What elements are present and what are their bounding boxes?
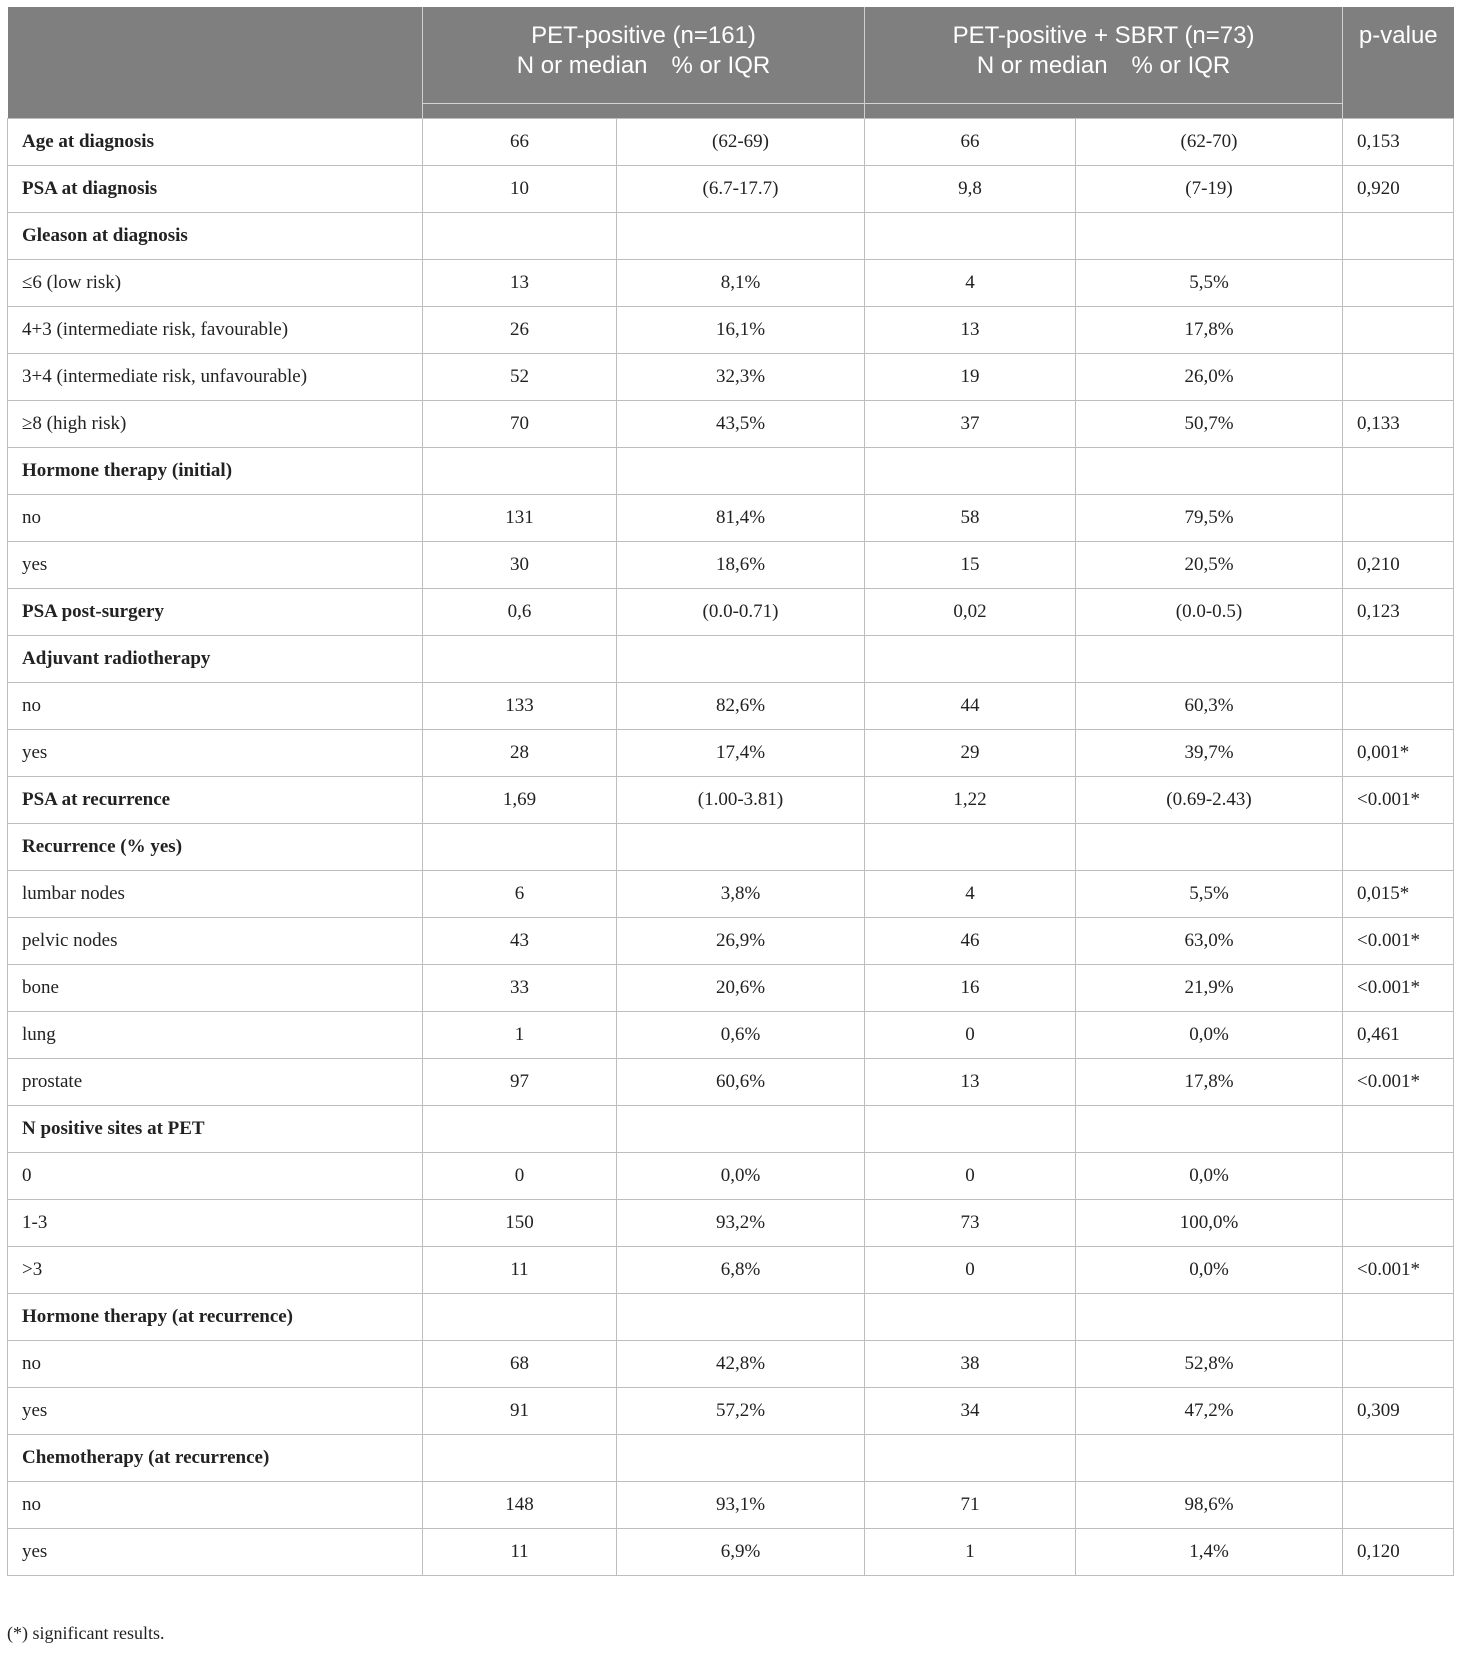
- pet-sbrt-pct-cell: 39,7%: [1076, 730, 1343, 777]
- row-label: PSA at recurrence: [8, 777, 423, 824]
- pet-sbrt-n-cell: 13: [865, 1059, 1076, 1106]
- pet-positive-n-cell: 133: [423, 683, 617, 730]
- table-row: [8, 401, 1454, 448]
- pet-sbrt-pct-cell: 47,2%: [1076, 1388, 1343, 1435]
- pet-positive-pct-cell: [617, 1106, 865, 1153]
- table-row: [8, 1200, 1454, 1247]
- pet-positive-pct-cell: [617, 213, 865, 260]
- footnote: (*) significant results.: [7, 1623, 165, 1643]
- pvalue-cell: [1343, 636, 1454, 683]
- table-body: [8, 119, 1454, 1576]
- pet-positive-pct-cell: 17,4%: [617, 730, 865, 777]
- pet-positive-pct-cell: (1.00-3.81): [617, 777, 865, 824]
- pet-positive-n-cell: 52: [423, 354, 617, 401]
- pet-sbrt-pct-cell: 52,8%: [1076, 1341, 1343, 1388]
- row-label: 4+3 (intermediate risk, favourable): [8, 307, 423, 354]
- pet-positive-pct-cell: 60,6%: [617, 1059, 865, 1106]
- pet-positive-n-cell: 1: [423, 1012, 617, 1059]
- pet-positive-pct-cell: 42,8%: [617, 1341, 865, 1388]
- pvalue-cell: [1343, 448, 1454, 495]
- table-row: [8, 636, 1454, 683]
- table-row: [8, 1106, 1454, 1153]
- pet-sbrt-pct-cell: 60,3%: [1076, 683, 1343, 730]
- table-row: [8, 683, 1454, 730]
- pet-positive-pct-cell: 20,6%: [617, 965, 865, 1012]
- table-row: [8, 965, 1454, 1012]
- table-row: [8, 1388, 1454, 1435]
- table-row: [8, 542, 1454, 589]
- pet-sbrt-pct-cell: 1,4%: [1076, 1529, 1343, 1576]
- row-label: >3: [8, 1247, 423, 1294]
- pet-sbrt-n-cell: 0: [865, 1012, 1076, 1059]
- row-label: yes: [8, 542, 423, 589]
- table-row: [8, 1247, 1454, 1294]
- pet-positive-n-cell: 131: [423, 495, 617, 542]
- pvalue-cell: [1343, 1294, 1454, 1341]
- pet-positive-pct-cell: 32,3%: [617, 354, 865, 401]
- pet-sbrt-pct-cell: 0,0%: [1076, 1247, 1343, 1294]
- row-label: Chemotherapy (at recurrence): [8, 1435, 423, 1482]
- pet-sbrt-n-cell: 0,02: [865, 589, 1076, 636]
- table-row: [8, 777, 1454, 824]
- row-label: lung: [8, 1012, 423, 1059]
- pvalue-cell: [1343, 1482, 1454, 1529]
- pet-positive-pct-cell: 0,0%: [617, 1153, 865, 1200]
- pet-sbrt-pct-cell: [1076, 636, 1343, 683]
- table-row: [8, 871, 1454, 918]
- table-row: [8, 307, 1454, 354]
- pet-positive-n-cell: 0,6: [423, 589, 617, 636]
- pet-sbrt-pct-cell: [1076, 1435, 1343, 1482]
- row-label: PSA at diagnosis: [8, 166, 423, 213]
- table-row: [8, 1294, 1454, 1341]
- pet-sbrt-n-cell: [865, 213, 1076, 260]
- pet-positive-n-cell: [423, 824, 617, 871]
- pet-positive-n-cell: [423, 448, 617, 495]
- row-label: Age at diagnosis: [8, 119, 423, 166]
- pet-sbrt-n-cell: [865, 448, 1076, 495]
- header-divider: [865, 103, 1342, 104]
- pet-positive-n-cell: 150: [423, 1200, 617, 1247]
- table-row: [8, 1435, 1454, 1482]
- pet-sbrt-n-cell: 4: [865, 871, 1076, 918]
- row-label: yes: [8, 730, 423, 777]
- pet-positive-pct-cell: 6,8%: [617, 1247, 865, 1294]
- pvalue-cell: <0.001*: [1343, 918, 1454, 965]
- row-label: 0: [8, 1153, 423, 1200]
- header-pet-positive-pct: % or IQR: [671, 52, 771, 79]
- pvalue-cell: [1343, 1200, 1454, 1247]
- pet-sbrt-n-cell: 66: [865, 119, 1076, 166]
- pvalue-cell: 0,001*: [1343, 730, 1454, 777]
- pet-sbrt-n-cell: 1,22: [865, 777, 1076, 824]
- header-pet-positive-title: PET-positive (n=161): [531, 22, 756, 49]
- row-label: ≤6 (low risk): [8, 260, 423, 307]
- pet-positive-pct-cell: [617, 824, 865, 871]
- pet-positive-pct-cell: 57,2%: [617, 1388, 865, 1435]
- pvalue-cell: 0,461: [1343, 1012, 1454, 1059]
- table-row: [8, 730, 1454, 777]
- pet-sbrt-n-cell: 71: [865, 1482, 1076, 1529]
- pet-positive-pct-cell: [617, 1435, 865, 1482]
- pet-sbrt-pct-cell: 17,8%: [1076, 1059, 1343, 1106]
- header-pet-sbrt: [865, 7, 1343, 119]
- pet-sbrt-pct-cell: 0,0%: [1076, 1153, 1343, 1200]
- pet-positive-pct-cell: 0,6%: [617, 1012, 865, 1059]
- table-row: [8, 918, 1454, 965]
- pet-sbrt-pct-cell: 63,0%: [1076, 918, 1343, 965]
- pet-sbrt-n-cell: 16: [865, 965, 1076, 1012]
- pet-positive-pct-cell: 26,9%: [617, 918, 865, 965]
- pet-sbrt-pct-cell: 5,5%: [1076, 260, 1343, 307]
- pet-positive-pct-cell: (62-69): [617, 119, 865, 166]
- table-row: [8, 1529, 1454, 1576]
- pet-positive-n-cell: 148: [423, 1482, 617, 1529]
- pvalue-cell: 0,015*: [1343, 871, 1454, 918]
- pet-positive-n-cell: [423, 636, 617, 683]
- pet-positive-n-cell: 10: [423, 166, 617, 213]
- pet-sbrt-pct-cell: 100,0%: [1076, 1200, 1343, 1247]
- table-row: [8, 824, 1454, 871]
- row-label: prostate: [8, 1059, 423, 1106]
- pvalue-cell: 0,120: [1343, 1529, 1454, 1576]
- pet-sbrt-n-cell: 0: [865, 1153, 1076, 1200]
- row-label: Gleason at diagnosis: [8, 213, 423, 260]
- pet-sbrt-pct-cell: (7-19): [1076, 166, 1343, 213]
- pet-sbrt-pct-cell: [1076, 1294, 1343, 1341]
- table-row: [8, 260, 1454, 307]
- pet-sbrt-pct-cell: [1076, 824, 1343, 871]
- pvalue-cell: 0,133: [1343, 401, 1454, 448]
- table-row: [8, 354, 1454, 401]
- header-pvalue-label: p-value: [1358, 22, 1438, 49]
- pet-sbrt-pct-cell: 5,5%: [1076, 871, 1343, 918]
- pvalue-cell: <0.001*: [1343, 1059, 1454, 1106]
- table-row: [8, 1341, 1454, 1388]
- row-label: no: [8, 1341, 423, 1388]
- pet-positive-n-cell: 6: [423, 871, 617, 918]
- pet-sbrt-n-cell: 29: [865, 730, 1076, 777]
- pvalue-cell: 0,153: [1343, 119, 1454, 166]
- row-label: PSA post-surgery: [8, 589, 423, 636]
- pet-positive-n-cell: 0: [423, 1153, 617, 1200]
- row-label: Hormone therapy (at recurrence): [8, 1294, 423, 1341]
- pet-positive-pct-cell: 93,1%: [617, 1482, 865, 1529]
- pet-sbrt-pct-cell: 17,8%: [1076, 307, 1343, 354]
- pet-positive-n-cell: 30: [423, 542, 617, 589]
- pet-positive-pct-cell: [617, 636, 865, 683]
- pet-sbrt-pct-cell: 21,9%: [1076, 965, 1343, 1012]
- pet-positive-n-cell: [423, 1435, 617, 1482]
- pet-sbrt-pct-cell: 26,0%: [1076, 354, 1343, 401]
- pet-sbrt-n-cell: [865, 1294, 1076, 1341]
- pet-sbrt-pct-cell: (0.0-0.5): [1076, 589, 1343, 636]
- pet-positive-n-cell: 66: [423, 119, 617, 166]
- table-row: [8, 1012, 1454, 1059]
- pet-sbrt-n-cell: 44: [865, 683, 1076, 730]
- row-label: Adjuvant radiotherapy: [8, 636, 423, 683]
- pet-sbrt-n-cell: 34: [865, 1388, 1076, 1435]
- pvalue-cell: 0,123: [1343, 589, 1454, 636]
- row-label: pelvic nodes: [8, 918, 423, 965]
- pet-sbrt-n-cell: 38: [865, 1341, 1076, 1388]
- pvalue-cell: 0,920: [1343, 166, 1454, 213]
- pet-sbrt-pct-cell: (62-70): [1076, 119, 1343, 166]
- row-label: N positive sites at PET: [8, 1106, 423, 1153]
- header-pvalue: [1343, 7, 1454, 119]
- pet-positive-pct-cell: 81,4%: [617, 495, 865, 542]
- table-row: [8, 448, 1454, 495]
- pet-sbrt-n-cell: 37: [865, 401, 1076, 448]
- pet-positive-n-cell: 43: [423, 918, 617, 965]
- pet-sbrt-n-cell: [865, 824, 1076, 871]
- pet-sbrt-n-cell: 15: [865, 542, 1076, 589]
- pet-positive-pct-cell: (6.7-17.7): [617, 166, 865, 213]
- pet-sbrt-n-cell: 73: [865, 1200, 1076, 1247]
- pet-positive-pct-cell: [617, 448, 865, 495]
- pvalue-cell: 0,309: [1343, 1388, 1454, 1435]
- pet-positive-pct-cell: 3,8%: [617, 871, 865, 918]
- pet-positive-n-cell: 91: [423, 1388, 617, 1435]
- pet-sbrt-n-cell: [865, 1435, 1076, 1482]
- pet-positive-pct-cell: 6,9%: [617, 1529, 865, 1576]
- row-label: yes: [8, 1529, 423, 1576]
- header-divider: [423, 103, 864, 104]
- pet-sbrt-pct-cell: [1076, 213, 1343, 260]
- row-label: yes: [8, 1388, 423, 1435]
- pvalue-cell: [1343, 1341, 1454, 1388]
- pet-positive-n-cell: 68: [423, 1341, 617, 1388]
- pvalue-cell: [1343, 495, 1454, 542]
- pet-positive-n-cell: 11: [423, 1529, 617, 1576]
- pvalue-cell: <0.001*: [1343, 965, 1454, 1012]
- pvalue-cell: <0.001*: [1343, 777, 1454, 824]
- pvalue-cell: [1343, 354, 1454, 401]
- row-label: lumbar nodes: [8, 871, 423, 918]
- pet-positive-n-cell: [423, 1106, 617, 1153]
- pet-positive-n-cell: [423, 213, 617, 260]
- pet-positive-pct-cell: 82,6%: [617, 683, 865, 730]
- table-row: [8, 1482, 1454, 1529]
- table-row: [8, 119, 1454, 166]
- pet-sbrt-n-cell: 13: [865, 307, 1076, 354]
- pet-sbrt-n-cell: 19: [865, 354, 1076, 401]
- pet-sbrt-n-cell: [865, 1106, 1076, 1153]
- header-pet-sbrt-pct: % or IQR: [1131, 52, 1231, 79]
- pet-positive-pct-cell: [617, 1294, 865, 1341]
- pet-sbrt-pct-cell: (0.69-2.43): [1076, 777, 1343, 824]
- pet-positive-n-cell: 33: [423, 965, 617, 1012]
- row-label: bone: [8, 965, 423, 1012]
- pet-sbrt-pct-cell: 50,7%: [1076, 401, 1343, 448]
- table-row: [8, 589, 1454, 636]
- pet-positive-n-cell: 11: [423, 1247, 617, 1294]
- pet-positive-n-cell: [423, 1294, 617, 1341]
- pvalue-cell: [1343, 307, 1454, 354]
- row-label: 1-3: [8, 1200, 423, 1247]
- table-row: [8, 495, 1454, 542]
- pvalue-cell: [1343, 683, 1454, 730]
- pvalue-cell: [1343, 824, 1454, 871]
- pet-sbrt-pct-cell: 98,6%: [1076, 1482, 1343, 1529]
- pvalue-cell: [1343, 213, 1454, 260]
- table-header: [8, 7, 1454, 119]
- row-label: no: [8, 495, 423, 542]
- header-pet-positive: [423, 7, 865, 119]
- header-pet-positive-n: N or median: [516, 52, 648, 79]
- pet-sbrt-pct-cell: 0,0%: [1076, 1012, 1343, 1059]
- pet-sbrt-n-cell: [865, 636, 1076, 683]
- pet-sbrt-n-cell: 9,8: [865, 166, 1076, 213]
- pet-sbrt-n-cell: 4: [865, 260, 1076, 307]
- row-label: Recurrence (% yes): [8, 824, 423, 871]
- header-pet-sbrt-title: PET-positive + SBRT (n=73): [952, 22, 1255, 49]
- results-table: [7, 7, 1454, 1576]
- pet-sbrt-pct-cell: 79,5%: [1076, 495, 1343, 542]
- pvalue-cell: [1343, 1435, 1454, 1482]
- pet-positive-pct-cell: 8,1%: [617, 260, 865, 307]
- pvalue-cell: [1343, 260, 1454, 307]
- pet-positive-pct-cell: (0.0-0.71): [617, 589, 865, 636]
- pet-sbrt-pct-cell: [1076, 448, 1343, 495]
- pet-positive-n-cell: 97: [423, 1059, 617, 1106]
- pet-positive-pct-cell: 93,2%: [617, 1200, 865, 1247]
- header-pet-sbrt-n: N or median: [976, 52, 1108, 79]
- pet-sbrt-pct-cell: [1076, 1106, 1343, 1153]
- pet-positive-n-cell: 13: [423, 260, 617, 307]
- table-row: [8, 166, 1454, 213]
- pet-sbrt-n-cell: 46: [865, 918, 1076, 965]
- pet-sbrt-n-cell: 0: [865, 1247, 1076, 1294]
- pvalue-cell: <0.001*: [1343, 1247, 1454, 1294]
- header-variable: [8, 7, 423, 119]
- pet-positive-n-cell: 1,69: [423, 777, 617, 824]
- pvalue-cell: [1343, 1106, 1454, 1153]
- row-label: Hormone therapy (initial): [8, 448, 423, 495]
- pvalue-cell: [1343, 1153, 1454, 1200]
- row-label: ≥8 (high risk): [8, 401, 423, 448]
- pet-positive-n-cell: 28: [423, 730, 617, 777]
- row-label: 3+4 (intermediate risk, unfavourable): [8, 354, 423, 401]
- pvalue-cell: 0,210: [1343, 542, 1454, 589]
- row-label: no: [8, 1482, 423, 1529]
- pet-positive-n-cell: 26: [423, 307, 617, 354]
- pet-sbrt-n-cell: 1: [865, 1529, 1076, 1576]
- pet-positive-pct-cell: 43,5%: [617, 401, 865, 448]
- pet-positive-pct-cell: 16,1%: [617, 307, 865, 354]
- pet-sbrt-pct-cell: 20,5%: [1076, 542, 1343, 589]
- pet-positive-pct-cell: 18,6%: [617, 542, 865, 589]
- row-label: no: [8, 683, 423, 730]
- table-row: [8, 1059, 1454, 1106]
- pet-positive-n-cell: 70: [423, 401, 617, 448]
- pet-sbrt-n-cell: 58: [865, 495, 1076, 542]
- table-row: [8, 213, 1454, 260]
- table-row: [8, 1153, 1454, 1200]
